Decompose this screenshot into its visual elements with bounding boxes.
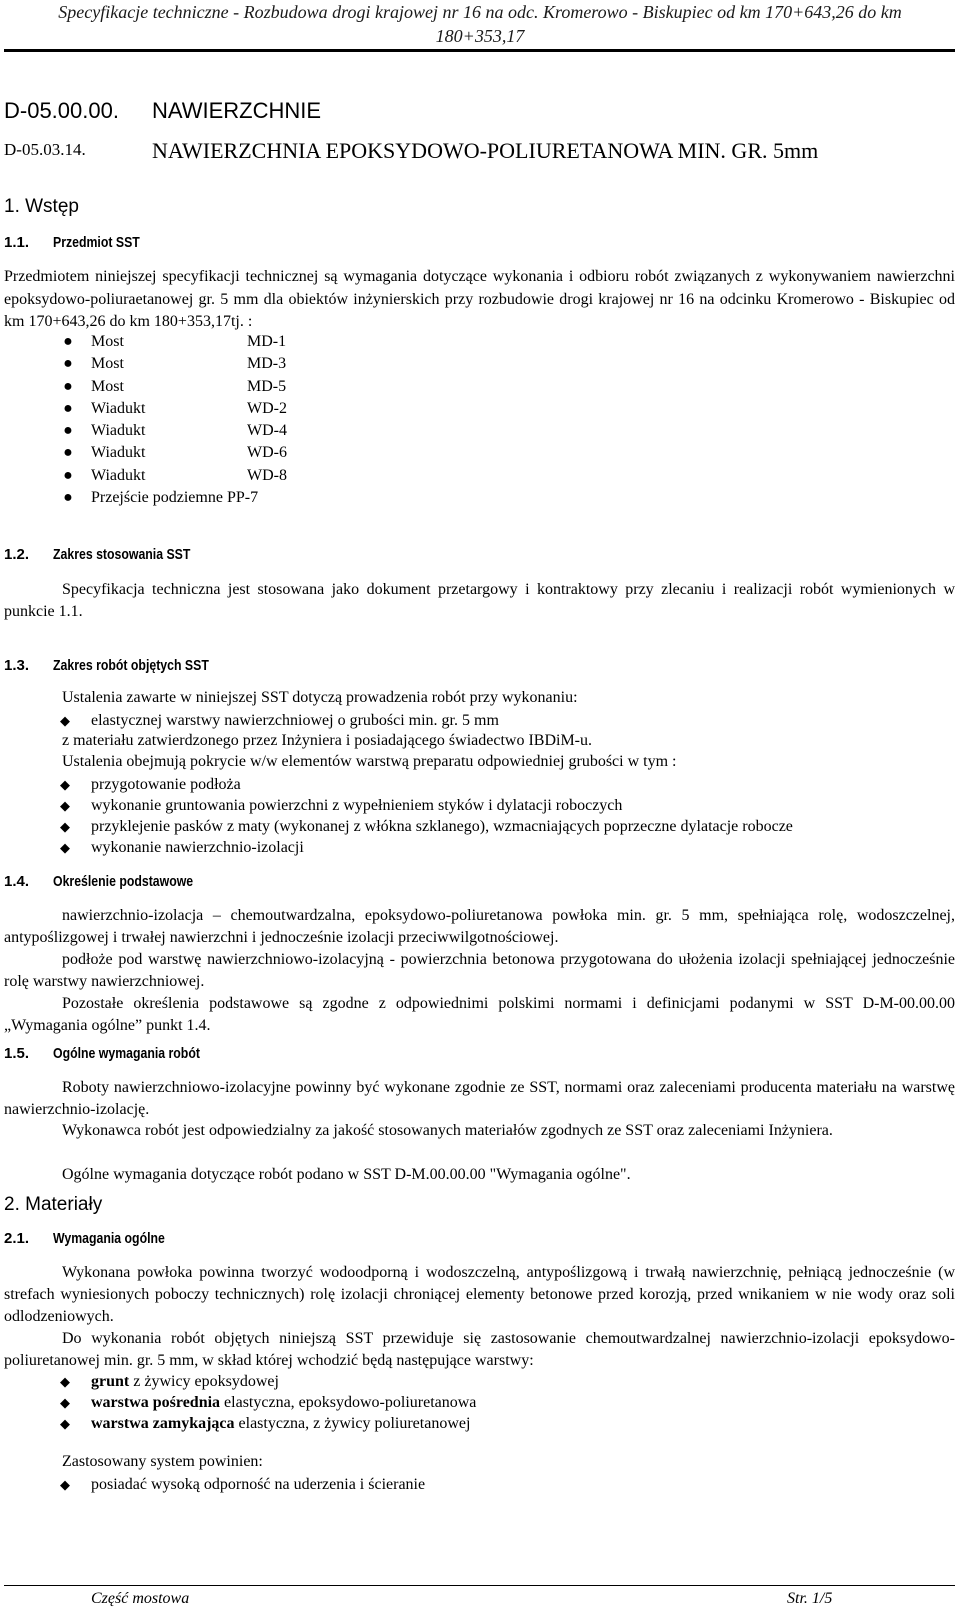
list-item: ● Wiadukt WD-2 (58, 398, 258, 420)
list-item: ● Przejście podziemne PP-7 (58, 487, 258, 509)
heading-text: Ogólne wymagania robót (53, 1045, 200, 1062)
bullet-icon: ● (63, 355, 73, 373)
diamond-bullet-icon: ◆ (60, 840, 70, 855)
heading-number: 1.1. (4, 234, 30, 251)
list-item: ◆ wykonanie gruntowania powierzchni z wypełnieniem styków i dylatacji roboczych (60, 797, 623, 814)
heading-number: 1.2. (4, 546, 30, 563)
list-item: ◆ przygotowanie podłoża (60, 776, 241, 793)
header-line-1: Specyfikacje techniczne - Rozbudowa drogi krajowej nr 16 na odc. Kromerowo - Biskupiec od km 170+643,26 do km (58, 2, 902, 22)
subsection-code: D-05.03.14. (4, 140, 86, 159)
heading-number: 1.5. (4, 1045, 30, 1062)
subsection-title: NAWIERZCHNIA EPOKSYDOWO-POLIURETANOWA MIN. GR. 5mm (152, 138, 819, 163)
list-item: ◆ elastycznej warstwy nawierzchniowej o grubości min. gr. 5 mm (60, 712, 499, 729)
paragraph-1-5-a: Roboty nawierzchniowo-izolacyjne powinny być wykonane zgodnie ze SST, normami oraz zaleceniami producenta materiału na warstwę nawierzchnio-izolację. (4, 1079, 955, 1118)
footer-section: Część mostowa (91, 1590, 190, 1607)
layers-list (58, 1371, 476, 1434)
list-item: ◆ posiadać wysoką odporność na uderzenia i ścieranie (60, 1476, 426, 1493)
heading-number: 1.3. (4, 657, 30, 674)
paragraph-1-1: Przedmiotem niniejszej specyfikacji technicznej są wymagania dotyczące wykonania i odbioru robót związanych z wykonywaniem nawierzchni epoksydowo-poliuraetanowej gr. 5 mm dla obiektów inżynierskich przy rozbudowie drogi krajowej nr 16 na odcinku Kromerowo - Biskupiec od km 170+643,26 do km 180+353,17tj. : (4, 268, 955, 330)
list-item: ● Wiadukt WD-8 (58, 465, 258, 487)
header-line-2: 180+353,17 (435, 26, 525, 46)
diamond-bullet-icon: ◆ (60, 777, 70, 792)
paragraph-1-4-a: nawierzchnio-izolacja – chemoutwardzalna, epoksydowo-poliuretanowa powłoka min. gr. 5 mm, spełniająca rolę, wodoszczelnej, antypoślizgowej i trwałej nawierzchni i jednocześnie izolacji przeciwwilgotnościowej. (4, 907, 955, 946)
running-header (0, 0, 960, 48)
paragraph-1-2: Specyfikacja techniczna jest stosowana jako dokument przetargowy i kontraktowy przy zlecaniu i realizacji robót wymienionych w punkcie 1.1. (4, 581, 955, 620)
paragraph-1-4-b: podłoże pod warstwę nawierzchniowo-izolacyjną - powierzchnia betonowa przygotowana do ułożenia izolacji spełniającej jednocześnie rolę warstwy nawierzchniowej. (4, 951, 955, 990)
heading-1-1 (4, 234, 159, 252)
paragraph-1-5-c: Ogólne wymagania dotyczące robót podano w SST D-M.00.00.00 "Wymagania ogólne". (62, 1166, 631, 1183)
chapter-1-title: 1. Wstęp (4, 196, 79, 217)
scope-intro: Ustalenia zawarte w niniejszej SST dotyczą prowadzenia robót przy wykonaniu: (62, 689, 578, 706)
scope-list-1 (58, 710, 499, 731)
section-title: NAWIERZCHNIE (152, 98, 322, 123)
heading-text: Zakres stosowania SST (53, 546, 191, 563)
bullet-icon: ● (63, 444, 73, 462)
list-item: ● Most MD-5 (58, 376, 258, 398)
diamond-bullet-icon: ◆ (60, 1395, 70, 1410)
paragraph-2-1-a: Wykonana powłoka powinna tworzyć wodoodporną i wodoszczelną, antypoślizgową i trwałą nawierzchnię, pełniącą jednocześnie (w strefach wyniesionych poboczy technicznych) rolę izolacji chroniącej elementy betonowe przed korozją, przed wnikaniem w nie wody oraz soli odlodzeniowych. (4, 1264, 955, 1325)
heading-1-2 (4, 546, 221, 564)
heading-text: Określenie podstawowe (53, 873, 194, 890)
heading-1-3 (4, 657, 243, 675)
list-item: ● Most MD-1 (58, 331, 258, 353)
list-item: ● Wiadukt WD-6 (58, 442, 258, 464)
paragraph-2-1-b: Do wykonania robót objętych niniejszą SST przewiduje się zastosowanie chemoutwardzalnej nawierzchnio-izolacji epoksydowo-poliuretanowej min. gr. 5 mm, w skład której wchodzić będą następujące warstwy: (4, 1330, 955, 1369)
header-rule (4, 49, 955, 52)
heading-text: Wymagania ogólne (53, 1230, 165, 1247)
paragraph-1-5-b: Wykonawca robót jest odpowiedzialny za jakość stosowanych materiałów zgodnych ze SST oraz zaleceniami Inżyniera. (62, 1122, 833, 1139)
list-item: ◆ wykonanie nawierzchnio-izolacji (60, 839, 304, 856)
diamond-bullet-icon: ◆ (60, 1416, 70, 1431)
scope-material: z materiału zatwierdzonego przez Inżyniera i posiadającego świadectwo IBDiM-u. (62, 732, 592, 749)
heading-text: Przedmiot SST (53, 234, 140, 251)
scope-list-2 (58, 774, 793, 858)
system-intro: Zastosowany system powinien: (62, 1453, 263, 1470)
bullet-icon: ● (63, 489, 73, 507)
section-code: D-05.00.00. (4, 98, 119, 123)
bullet-icon: ● (63, 466, 73, 484)
page-number: Str. 1/5 (787, 1590, 833, 1607)
list-item: ● Wiadukt WD-4 (58, 420, 258, 442)
list-item: ● Most MD-3 (58, 353, 258, 375)
list-item: ◆ grunt z żywicy epoksydowej (60, 1373, 279, 1390)
heading-number: 1.4. (4, 873, 30, 890)
chapter-2-title: 2. Materiały (4, 1194, 103, 1215)
footer-rule (4, 1585, 955, 1586)
heading-1-4 (4, 873, 224, 891)
diamond-bullet-icon: ◆ (60, 1374, 70, 1389)
diamond-bullet-icon: ◆ (60, 1477, 70, 1492)
diamond-bullet-icon: ◆ (60, 713, 70, 728)
heading-2-1 (4, 1230, 189, 1248)
diamond-bullet-icon: ◆ (60, 798, 70, 813)
heading-text: Zakres robót objętych SST (53, 657, 209, 674)
objects-list (58, 331, 287, 509)
heading-1-5 (4, 1045, 232, 1063)
bullet-icon: ● (63, 399, 73, 417)
bullet-icon: ● (63, 422, 73, 440)
list-item: ◆ przyklejenie pasków z maty (wykonanej z włókna szklanego), wzmacniających poprzeczne dylatacje robocze (60, 818, 793, 835)
list-item: ◆ warstwa pośrednia elastyczna, epoksydowo-poliuretanowa (60, 1394, 477, 1411)
diamond-bullet-icon: ◆ (60, 819, 70, 834)
list-item: ◆ warstwa zamykająca elastyczna, z żywicy poliuretanowej (60, 1415, 471, 1432)
scope-covers: Ustalenia obejmują pokrycie w/w elementów warstwą preparatu odpowiedniej grubości w tym : (62, 753, 677, 770)
bullet-icon: ● (63, 333, 73, 350)
paragraph-1-4-c: Pozostałe określenia podstawowe są zgodne z odpowiednimi polskimi normami i definicjami podanymi w SST D-M-00.00.00 „Wymagania ogólne” punkt 1.4. (4, 995, 955, 1034)
system-list (58, 1474, 425, 1495)
bullet-icon: ● (63, 377, 73, 395)
heading-number: 2.1. (4, 1230, 30, 1247)
